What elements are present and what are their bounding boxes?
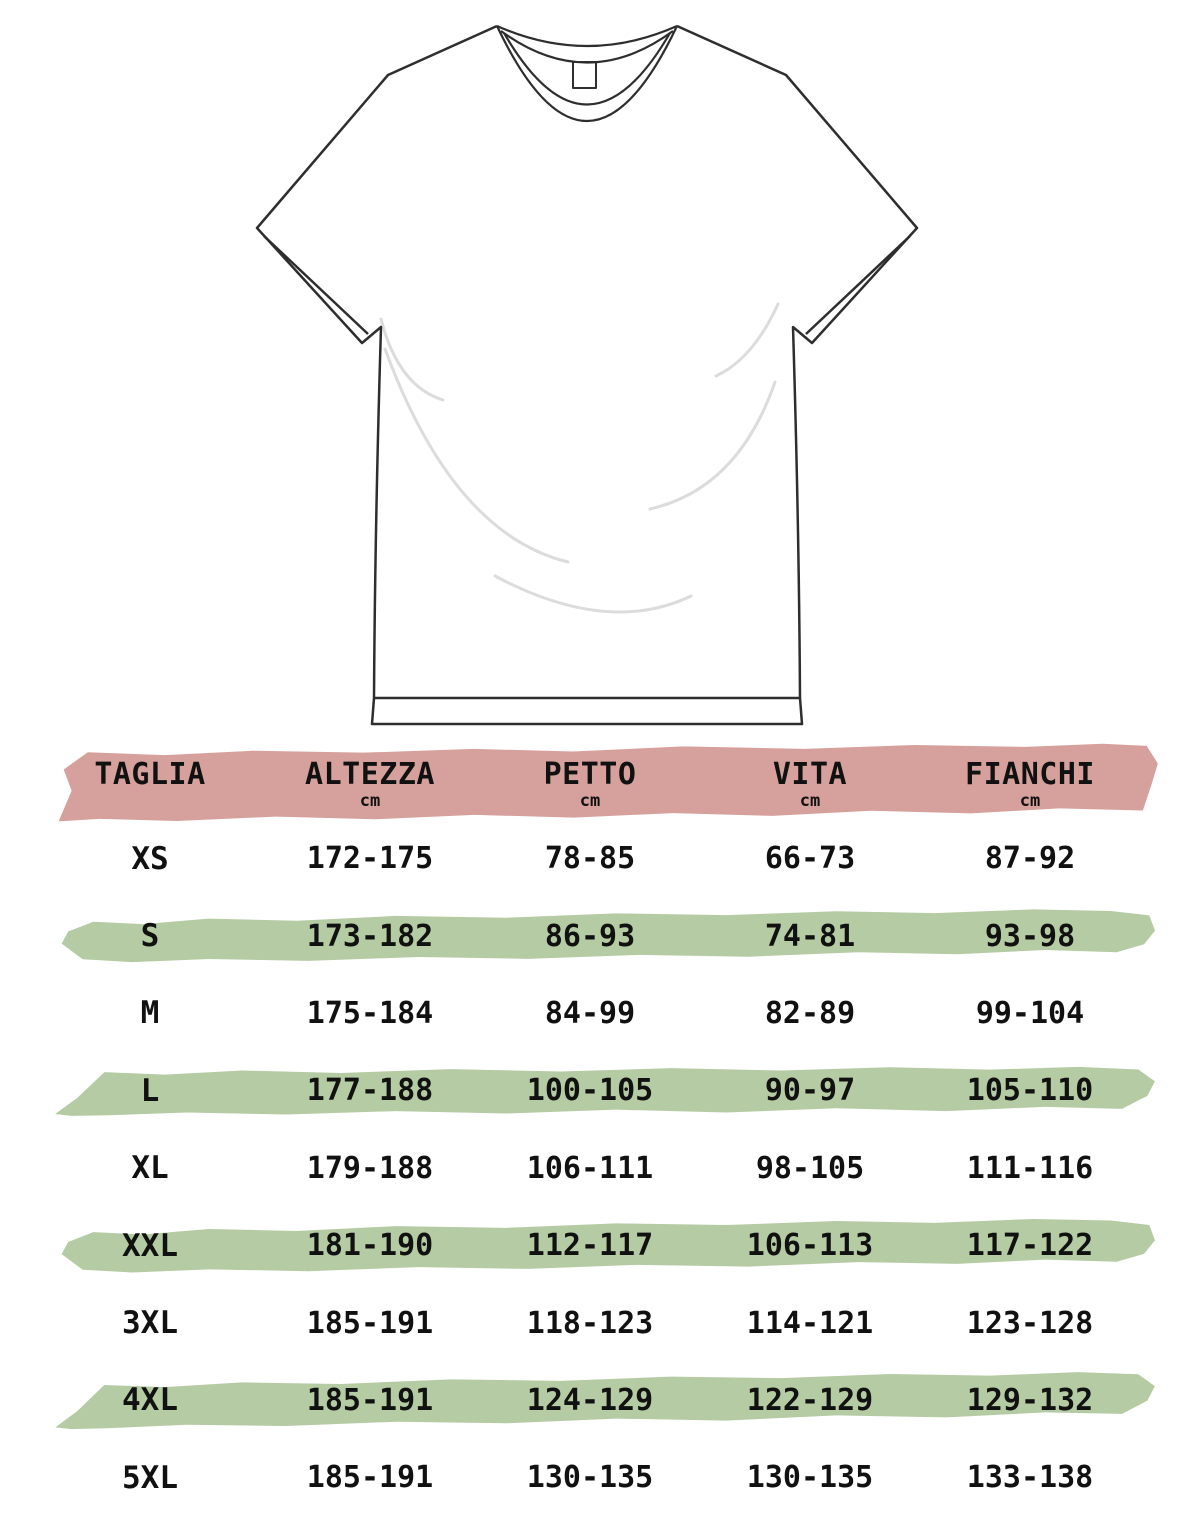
altezza-value-cell: 173-182 <box>306 918 434 954</box>
t-shirt-illustration <box>218 4 958 744</box>
header-cell-taglia <box>40 745 260 820</box>
table-header-row <box>40 745 1140 820</box>
petto-value-cell: 78-85 <box>544 841 636 877</box>
vita-value-cell: 74-81 <box>764 918 856 954</box>
size-cell: S <box>140 918 160 955</box>
petto-value-cell: 106-111 <box>526 1150 654 1186</box>
fianchi-value-cell: 123-128 <box>966 1305 1094 1341</box>
fianchi-value-cell: 99-104 <box>975 995 1085 1031</box>
column-label: FIANCHI <box>965 757 1095 792</box>
header-cell-vita <box>700 745 920 820</box>
table-row <box>40 1284 1140 1361</box>
table-row <box>40 1207 1140 1284</box>
altezza-value-cell: 175-184 <box>306 995 434 1031</box>
fianchi-value-cell: 111-116 <box>966 1150 1094 1186</box>
petto-value-cell: 124-129 <box>526 1382 654 1418</box>
column-label: PETTO <box>543 757 637 792</box>
column-unit-label: cm <box>1019 791 1041 811</box>
column-unit-label: cm <box>579 791 601 811</box>
size-cell: M <box>140 995 160 1032</box>
vita-value-cell: 66-73 <box>764 841 856 877</box>
petto-value-cell: 112-117 <box>526 1228 654 1264</box>
vita-value-cell: 122-129 <box>746 1382 874 1418</box>
table-row <box>40 1130 1140 1207</box>
table-row <box>40 975 1140 1052</box>
size-cell: 4XL <box>122 1382 178 1419</box>
altezza-value-cell: 181-190 <box>306 1228 434 1264</box>
column-label: VITA <box>772 757 848 792</box>
fianchi-value-cell: 129-132 <box>966 1382 1094 1418</box>
table-row <box>40 1052 1140 1129</box>
vita-value-cell: 82-89 <box>764 995 856 1031</box>
altezza-value-cell: 177-188 <box>306 1073 434 1109</box>
fianchi-value-cell: 117-122 <box>966 1228 1094 1264</box>
table-row <box>40 1362 1140 1439</box>
vita-value-cell: 90-97 <box>764 1073 856 1109</box>
fianchi-value-cell: 93-98 <box>984 918 1076 954</box>
petto-value-cell: 84-99 <box>544 995 636 1031</box>
column-unit-label <box>40 792 260 811</box>
header-cell-fianchi <box>920 745 1140 820</box>
altezza-value-cell: 172-175 <box>306 841 434 877</box>
size-cell: 3XL <box>122 1305 178 1342</box>
fianchi-value-cell: 133-138 <box>966 1460 1094 1496</box>
table-row <box>40 897 1140 974</box>
fianchi-value-cell: 105-110 <box>966 1073 1094 1109</box>
altezza-value-cell: 185-191 <box>306 1305 434 1341</box>
column-unit-label: cm <box>799 791 821 811</box>
size-cell: 5XL <box>122 1459 178 1496</box>
column-unit-label: cm <box>359 791 381 811</box>
fianchi-value-cell: 87-92 <box>984 841 1076 877</box>
petto-value-cell: 118-123 <box>526 1305 654 1341</box>
petto-value-cell: 86-93 <box>544 918 636 954</box>
petto-value-cell: 100-105 <box>526 1073 654 1109</box>
table-row <box>40 1439 1140 1516</box>
vita-value-cell: 130-135 <box>746 1460 874 1496</box>
header-cell-petto <box>480 745 700 820</box>
column-label: TAGLIA <box>94 757 206 792</box>
size-cell: L <box>140 1072 160 1109</box>
altezza-value-cell: 185-191 <box>306 1382 434 1418</box>
column-label: ALTEZZA <box>305 757 435 792</box>
altezza-value-cell: 185-191 <box>306 1460 434 1496</box>
petto-value-cell: 130-135 <box>526 1460 654 1496</box>
table-row <box>40 820 1140 897</box>
table-rows <box>40 820 1140 1517</box>
header-cell-altezza <box>260 745 480 820</box>
vita-value-cell: 98-105 <box>755 1150 865 1186</box>
vita-value-cell: 114-121 <box>746 1305 874 1341</box>
t-shirt-outline-icon <box>218 4 958 744</box>
size-cell: XS <box>131 840 169 877</box>
size-cell: XL <box>131 1150 169 1187</box>
altezza-value-cell: 179-188 <box>306 1150 434 1186</box>
vita-value-cell: 106-113 <box>746 1228 874 1264</box>
size-table <box>40 745 1140 1517</box>
size-cell: XXL <box>122 1227 178 1264</box>
